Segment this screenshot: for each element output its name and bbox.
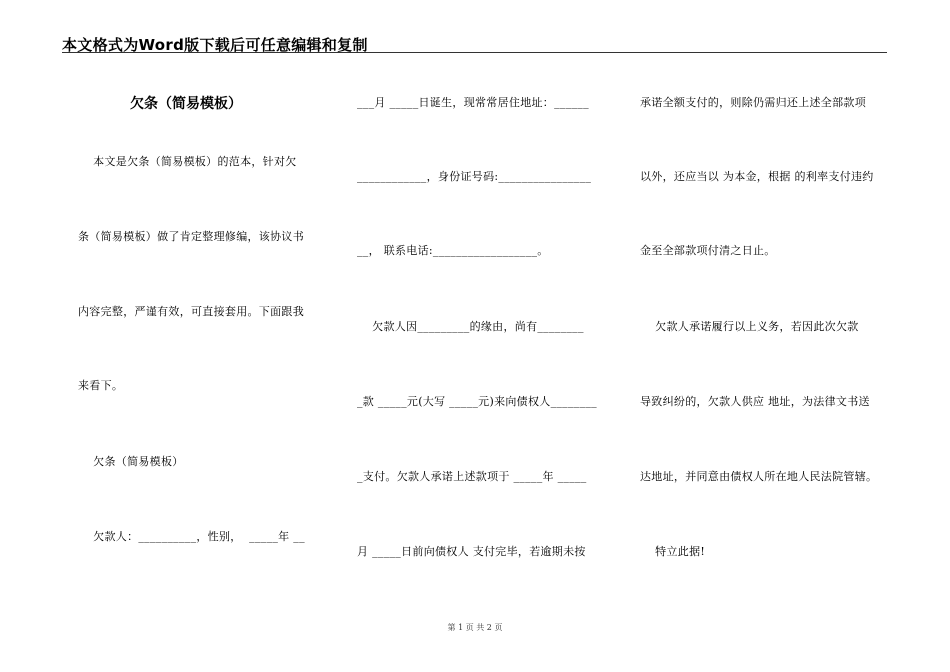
text-line: 欠款人：__________，性别， _____年 __ xyxy=(78,530,305,543)
text-line: __， 联系电话:__________________。 xyxy=(357,244,549,257)
text-line: 达地址，并同意由债权人所在地人民法院管辖。 xyxy=(640,470,878,483)
text-line: _款 _____元(大写 _____元)来向债权人________ xyxy=(357,395,597,408)
text-line: 来看下。 xyxy=(78,379,124,392)
text-line: 特立此据! xyxy=(640,545,706,558)
text-line: 内容完整，严谨有效，可直接套用。下面跟我 xyxy=(78,305,304,318)
header-divider xyxy=(62,52,887,53)
text-line: 以外，还应当以 为本金，根据 的利率支付违约 xyxy=(640,170,874,183)
document-title: 欠条（简易模板） xyxy=(130,96,242,112)
text-line: 承诺全额支付的，则除仍需归还上述全部款项 xyxy=(640,96,866,109)
text-line: 月 _____日前向债权人 支付完毕，若逾期未按 xyxy=(357,545,586,558)
text-line: 金至全部款项付清之日止。 xyxy=(640,244,776,257)
text-line: 欠条（简易模板） xyxy=(78,455,184,468)
text-line: 条（简易模板）做了肯定整理修编，该协议书 xyxy=(78,230,304,243)
text-line: 导致纠纷的，欠款人供应 地址，为法律文书送 xyxy=(640,395,870,408)
text-line: ___月 _____日诞生，现常常居住地址：______ xyxy=(357,96,589,109)
text-line: 本文是欠条（简易模板）的范本，针对欠 xyxy=(78,155,297,168)
text-line: 欠款人因_________的缘由，尚有________ xyxy=(357,320,584,333)
page-number: 第 1 页 共 2 页 xyxy=(447,623,503,632)
document-header: 本文格式为Word版下载后可任意编辑和复制 xyxy=(62,36,368,54)
text-line: 欠款人承诺履行以上义务，若因此次欠款 xyxy=(640,320,859,333)
text-line: ____________，身份证号码:________________ xyxy=(357,170,592,183)
text-line: _支付。欠款人承诺上述款项于 _____年 _____ xyxy=(357,470,587,483)
